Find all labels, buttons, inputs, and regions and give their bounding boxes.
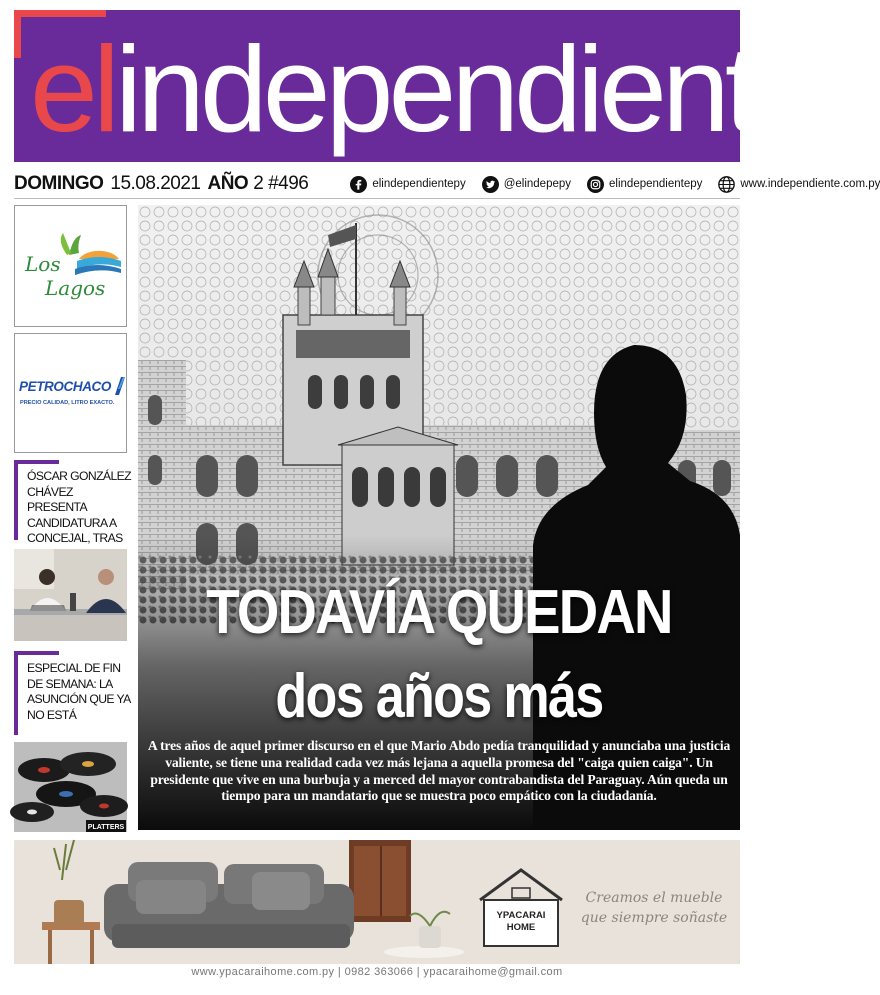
twitter-link[interactable] [482,176,571,193]
logo-independiente: independiente [114,21,817,157]
vinyl-records-image [14,742,127,832]
brand-line2: HOME [506,922,536,933]
issue-date: 15.08.2021 [110,173,201,194]
logo-el: el [30,21,115,157]
petrochaco-mark-icon [115,377,125,395]
teaser-accent-bar [14,460,18,540]
teaser-especial-asuncion-photo[interactable] [14,742,127,832]
instagram-handle: elindependientepy [609,178,703,190]
main-story[interactable] [138,205,740,830]
website-url: www.independiente.com.py [740,178,880,190]
ad-los-lagos[interactable] [14,205,127,327]
issue-year-label: AÑO [207,173,249,194]
issue-number: 2 #496 [253,173,309,194]
slogan-line1: Creamos el mueble [585,890,723,906]
facebook-handle: elindependientepy [372,178,466,190]
teaser-especial-asuncion[interactable]: ESPECIAL DE FIN DE SEMANA: LA ASUNCIÓN QUE YA NO ESTÁ [27,661,130,722]
website-link[interactable] [718,176,880,193]
story-summary: A tres años de aquel primer discurso en el que Mario Abdo pedía tranquilidad y anunciaba una justicia valiente, se tiene una realidad cada vez más lejana a aquella promesa del "caiga quien caiga". Un presidente que vive en una burbuja y a merced del mayor contrabandista del Paraguay. Aún queda un tiempo para un mandatario que se muestra poco empático con la ciudadanía. [147,738,731,804]
lagos-text-lagos: Lagos [45,276,106,300]
headline-line1[interactable]: TODAVÍA QUEDAN [206,578,672,647]
globe-icon [718,176,735,193]
teaser-accent-tick [14,460,59,464]
record-label-text: PLATTERS [87,824,125,831]
teaser-accent-bar [14,651,18,735]
instagram-link[interactable] [587,176,702,193]
los-lagos-logo [21,231,121,303]
teaser-oscar-gonzalez[interactable]: ÓSCAR GONZÁLEZ CHÁVEZ PRESENTA CANDIDATURA A CONCEJAL, TRAS [27,469,132,545]
petrochaco-brand: PETROCHACO [19,379,112,394]
ypacarai-slogan [570,888,738,928]
ad-ypacarai-home[interactable] [14,840,740,964]
twitter-handle: @elindepepy [503,178,572,190]
masthead-accent [14,10,21,58]
brand-line1: YPACARAI [496,910,546,921]
twitter-icon [482,176,499,193]
instagram-icon [587,176,604,193]
ypacarai-home-brand [483,910,559,934]
facebook-link[interactable] [350,176,465,193]
slogan-line2: que siempre soñaste [580,910,728,926]
lagos-text-los: Los [25,252,61,276]
newspaper-logo[interactable] [30,21,817,157]
teaser-oscar-gonzalez-photo[interactable] [14,549,127,641]
masthead [14,10,817,162]
petrochaco-tagline: PRECIO CALIDAD, LITRO EXACTO. [20,400,115,406]
dateline [14,171,880,197]
masthead-accent [14,10,106,17]
headline-line2[interactable]: dos años más [275,662,603,731]
issue-day: DOMINGO [14,173,104,194]
teaser-accent-tick [14,651,59,655]
ad-petrochaco[interactable] [14,333,127,453]
divider [14,198,740,199]
ad-contact-line[interactable]: www.ypacaraihome.com.py | 0982 363066 | ypacaraihome@gmail.com [191,966,563,978]
facebook-icon [350,176,367,193]
press-conference-image [14,549,127,641]
